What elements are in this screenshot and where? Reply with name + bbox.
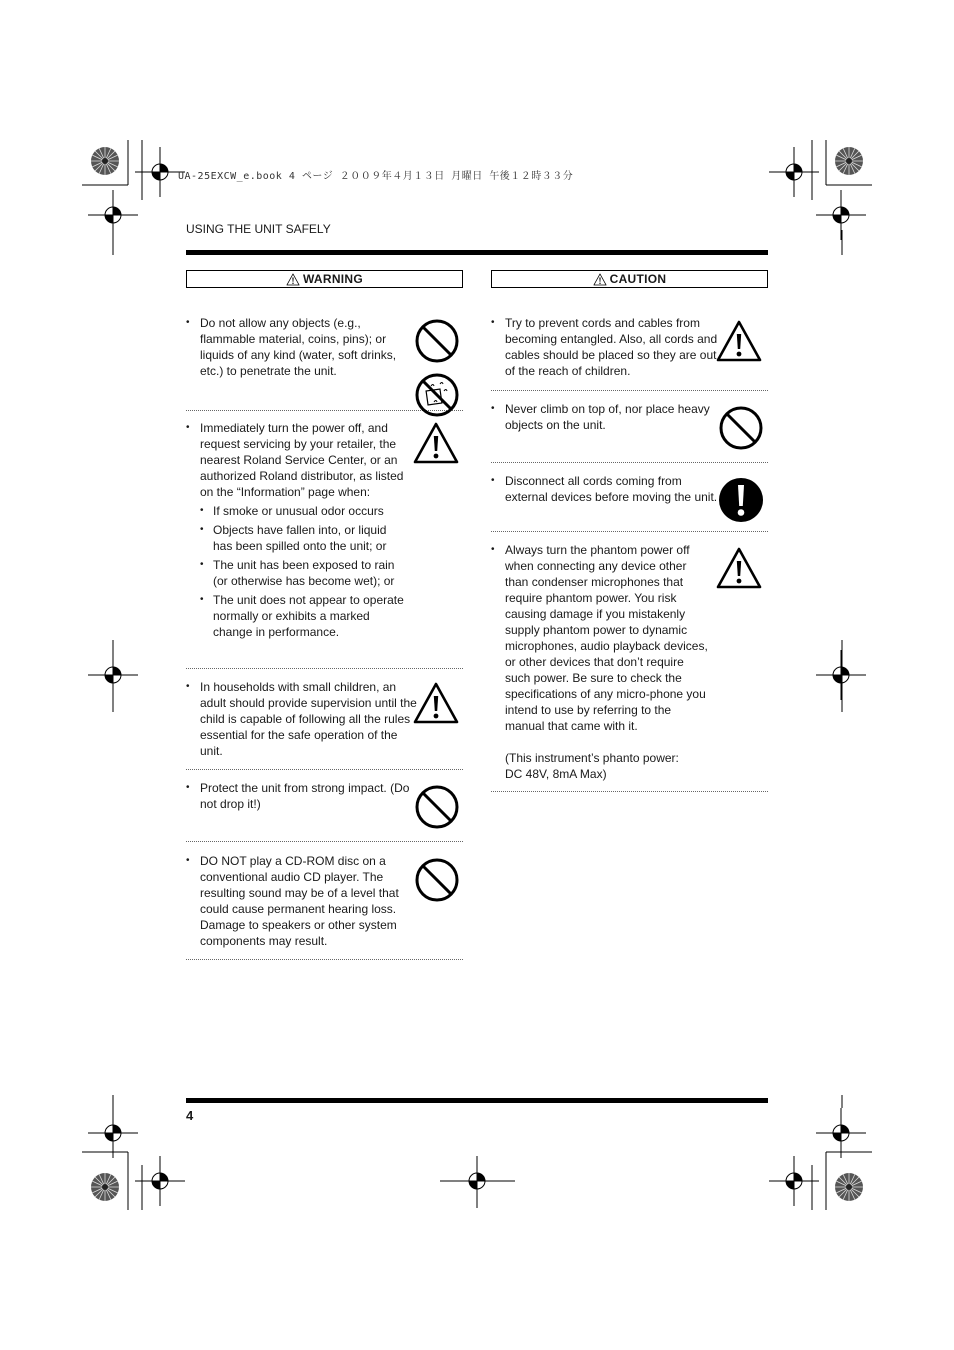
warning-item [186, 770, 463, 842]
warning-subitem: • The unit has been exposed to rain (or otherwise has become wet); or [186, 557, 404, 589]
warning-item-text: • Do not allow any objects (e.g., flammable material, coins, pins); or liquids of any kind (water, soft drinks, etc.) to penetrate the unit. [186, 315, 418, 379]
warning-item-text: • Immediately turn the power off, and request servicing by your retailer, the nearest Roland Service Center, or an authorized Roland distributor, as listed on the “Information” page when: [186, 420, 404, 500]
warning-subitem: • The unit does not appear to operate normally or exhibits a marked change in performance. [186, 592, 404, 640]
caution-header [491, 270, 768, 288]
registration-crosshair-icon [88, 1108, 138, 1158]
caution-item [491, 391, 768, 463]
color-target-icon [91, 147, 119, 175]
prohibition-circle-icon [414, 318, 460, 364]
caution-triangle-icon [715, 319, 763, 363]
caution-label: CAUTION [609, 272, 667, 286]
prohibition-circle-icon [718, 405, 764, 451]
caution-column [491, 270, 768, 792]
color-target-icon [835, 147, 863, 175]
caution-triangle-icon [412, 421, 460, 465]
warning-label: WARNING [302, 272, 364, 286]
warning-item [186, 411, 463, 669]
caution-item-text: • Try to prevent cords and cables from becoming entangled. Also, all cords and cables should be placed so they are out of the reach of children. [491, 315, 723, 379]
warning-header [186, 270, 463, 288]
registration-crosshair-icon [816, 650, 866, 700]
warning-subitem: • If smoke or unusual odor occurs [186, 503, 404, 519]
warning-item-text: • In households with small children, an adult should provide supervision until the child is capable of following all the rules essential for the safe operation of the unit. [186, 679, 418, 759]
caution-item-text: • Always turn the phantom power off when connecting any device other than condenser microphones that require phantom power. You risk causing damage if you mistakenly supply phantom power to dynamic microphones, audio playback devices, or other devices that don’t require such power. Be sure to check the specifications of any micro-phone you intend to use by referring to the manual that came with it. [491, 542, 709, 734]
warning-subitem: • Objects have fallen into, or liquid has been spilled onto the unit; or [186, 522, 404, 554]
caution-item-body [491, 542, 709, 782]
caution-item-text: • Disconnect all cords coming from external devices before moving the unit. [491, 473, 723, 505]
color-target-icon [91, 1173, 119, 1201]
caution-triangle-icon [715, 546, 763, 590]
warning-item [186, 288, 463, 411]
warning-item-text: • Protect the unit from strong impact. (Do not drop it!) [186, 780, 418, 812]
page-number: 4 [186, 1108, 194, 1123]
print-header: UA-25EXCW_e.book 4 ページ ２００９年４月１３日 月曜日 午後１２時３３分 [178, 171, 574, 182]
bottom-rule [186, 1098, 768, 1103]
warning-column [186, 270, 463, 960]
prohibition-circle-icon [414, 784, 460, 830]
phantom-power-note [491, 750, 709, 782]
caution-item [491, 288, 768, 391]
prohibition-circle-icon [414, 857, 460, 903]
caution-item [491, 463, 768, 532]
registration-crosshair-icon [816, 190, 866, 240]
phantom-power-note-line: DC 48V, 8mA Max) [505, 767, 607, 781]
color-target-icon [835, 1173, 863, 1201]
registration-crosshair-icon [816, 1108, 866, 1158]
caution-triangle-icon [412, 681, 460, 725]
caution-triangle-icon [593, 273, 607, 286]
warning-item-body [186, 420, 404, 640]
caution-triangle-icon [286, 273, 300, 286]
warning-item [186, 842, 463, 960]
mandatory-action-icon [718, 477, 764, 523]
warning-item [186, 669, 463, 770]
section-title: USING THE UNIT SAFELY [186, 222, 331, 236]
warning-item-text: • DO NOT play a CD-ROM disc on a conventional audio CD player. The resulting sound may be of a level that could cause permanent hearing loss. Damage to speakers or other system components may result. [186, 853, 418, 949]
phantom-power-note-line: (This instrument’s phanto power: [505, 751, 679, 765]
top-rule [186, 250, 768, 255]
caution-item [491, 532, 768, 792]
caution-item-text: • Never climb on top of, nor place heavy objects on the unit. [491, 401, 723, 433]
